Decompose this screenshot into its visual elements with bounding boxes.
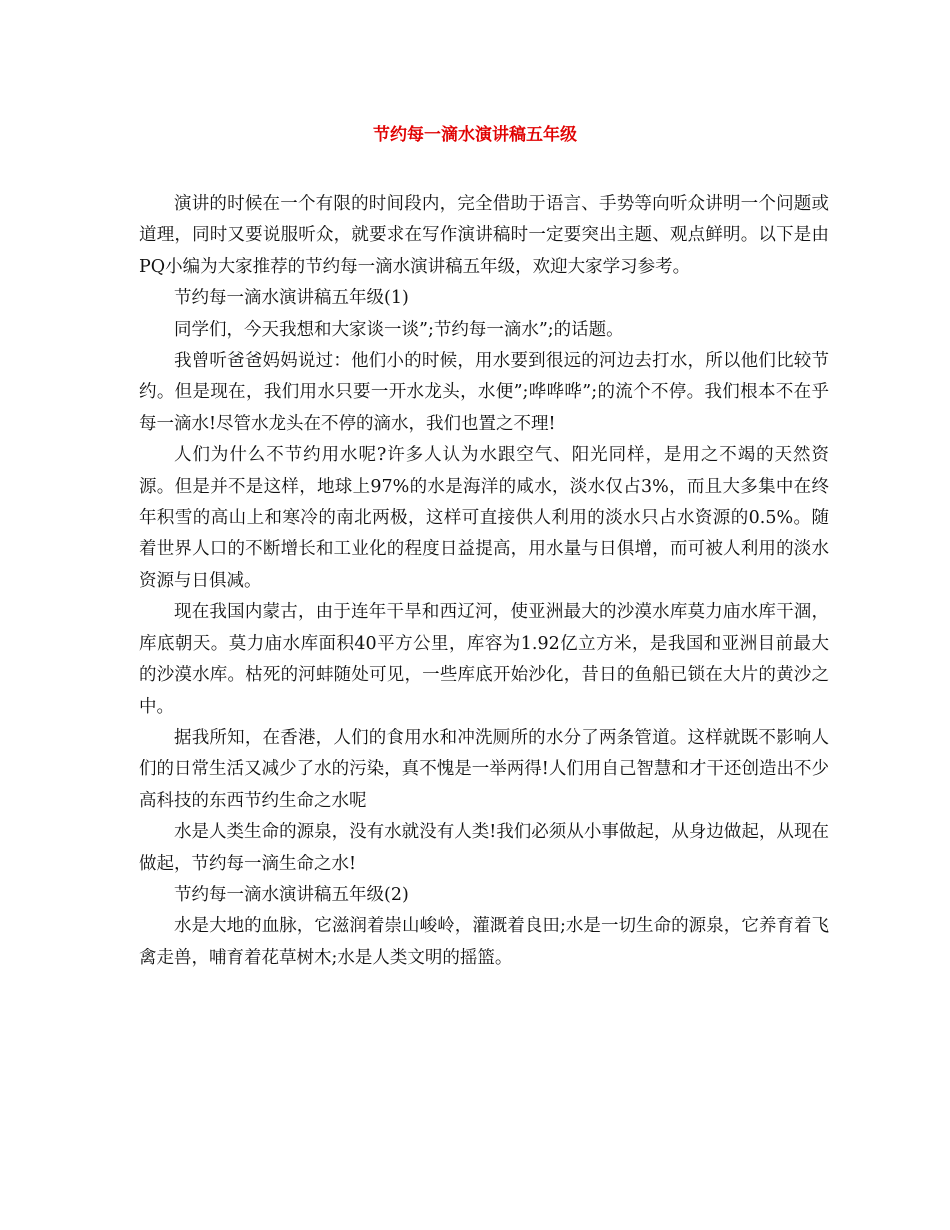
section-heading-2: 节约每一滴水演讲稿五年级(2) [174, 884, 409, 905]
paragraph: 水是大地的血脉，它滋润着崇山峻岭，灌溉着良田;水是一切生命的源泉，它养育着飞禽走兽，哺育着花草树木;水是人类文明的摇篮。 [139, 916, 829, 968]
paragraph: 同学们，今天我想和大家谈一谈”;节约每一滴水”;的话题。 [174, 319, 624, 340]
paragraph: 人们为什么不节约用水呢?许多人认为水跟空气、阳光同样，是用之不竭的天然资源。但是并不是这样，地球上97%的水是海洋的咸水，淡水仅占3%，而且大多集中在终年积雪的高山上和寒冷的南北两极，这样可直接供人利用的淡水只占水资源的0.5%。随着世界人口的不断增长和工业化的程度日益提高，用水量与日俱增，而可被人利用的淡水资源与日俱减。 [139, 445, 829, 591]
paragraph: 现在我国内蒙古，由于连年干旱和西辽河，使亚洲最大的沙漠水库莫力庙水库干涸，库底朝天。莫力庙水库面积40平方公里，库容为1.92亿立方米，是我国和亚洲目前最大的沙漠水库。枯死的河蚌随处可见，一些库底开始沙化，昔日的鱼船已锁在大片的黄沙之中。 [139, 602, 829, 717]
section-heading-1: 节约每一滴水演讲稿五年级(1) [174, 288, 409, 309]
paragraph-intro: 演讲的时候在一个有限的时间段内，完全借助于语言、手势等向听众讲明一个问题或道理，同时又要说服听众，就要求在写作演讲稿时一定要突出主题、观点鲜明。以下是由PQ小编为大家推荐的节约每一滴水演讲稿五年级，欢迎大家学习参考。 [139, 194, 829, 277]
paragraph: 我曾听爸爸妈妈说过：他们小的时候，用水要到很远的河边去打水，所以他们比较节约。但是现在，我们用水只要一开水龙头，水便”;哗哗哗”;的流个不停。我们根本不在乎每一滴水!尽管水龙头在不停的滴水，我们也置之不理! [139, 351, 829, 434]
paragraph: 水是人类生命的源泉，没有水就没有人类!我们必须从小事做起，从身边做起，从现在做起，节约每一滴生命之水! [139, 822, 829, 874]
document-body [139, 189, 829, 974]
document-title: 节约每一滴水演讲稿五年级 [373, 125, 577, 145]
paragraph: 据我所知，在香港，人们的食用水和冲洗厕所的水分了两条管道。这样就既不影响人们的日常生活又减少了水的污染，真不愧是一举两得!人们用自己智慧和才干还创造出不少高科技的东西节约生命之水呢 [139, 727, 829, 811]
